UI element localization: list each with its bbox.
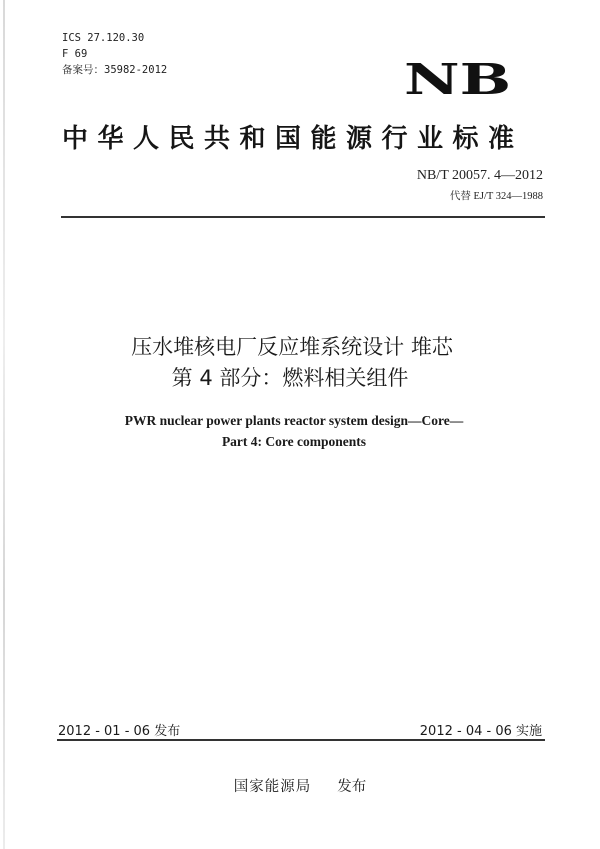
replaces-standard: 代替 EJ/T 324—1988 <box>449 191 543 202</box>
publisher-org: 国家能源局 <box>233 779 312 795</box>
title-chinese-line2: 第 4 部分：燃料相关组件 <box>171 366 409 390</box>
title-chinese-line1: 压水堆核电厂反应堆系统设计 堆芯 <box>131 335 453 359</box>
ccs-code: F 69 <box>62 48 88 60</box>
issue-date: 2012 - 01 - 06 发布 <box>58 724 181 739</box>
title-english-line1: PWR nuclear power plants reactor system design—Core— <box>124 413 464 428</box>
effective-date: 2012 - 04 - 06 实施 <box>419 724 542 739</box>
filing-number: 备案号：35982-2012 <box>62 64 168 76</box>
publisher-line <box>0 775 600 796</box>
title-english-line2: Part 4: Core components <box>221 434 367 449</box>
header-divider <box>61 216 545 218</box>
industry-standard-title: 中华人民共和国能源行业标准 <box>62 124 524 154</box>
nb-logo: NB <box>404 55 512 104</box>
standard-number: NB/T 20057. 4—2012 <box>416 168 543 183</box>
footer-divider <box>57 739 545 741</box>
ics-code: ICS 27.120.30 <box>62 32 145 44</box>
classification-block <box>62 30 167 78</box>
publisher-action: 发布 <box>337 779 367 795</box>
